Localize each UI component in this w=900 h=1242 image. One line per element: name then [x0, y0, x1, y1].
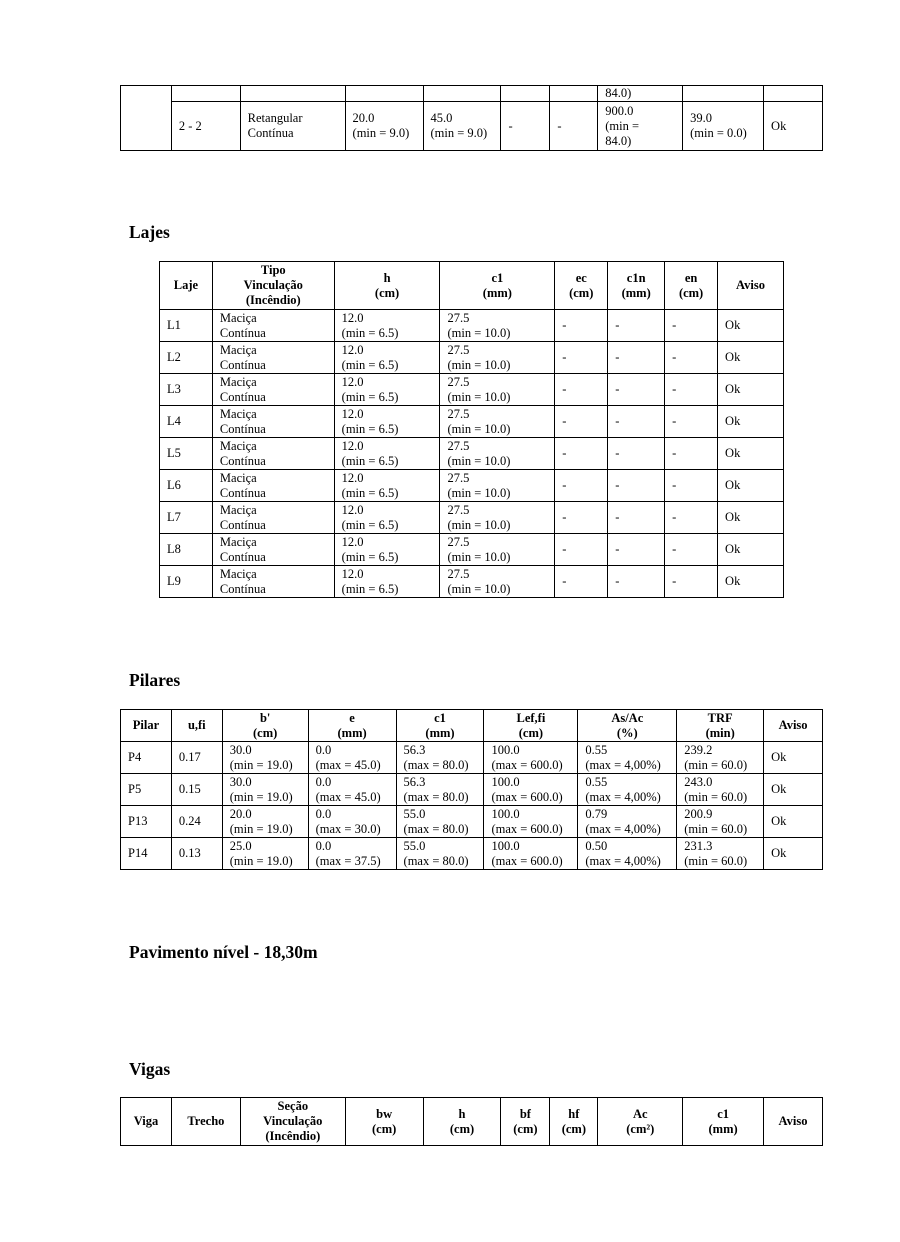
table-row — [121, 86, 823, 102]
tipo-cell: Maciça Contínua — [212, 566, 334, 598]
section-title-pilares: Pilares — [129, 670, 181, 690]
tipo-cell: Maciça Contínua — [212, 342, 334, 374]
pilar-cell: P5 — [121, 774, 172, 806]
en-cell: - — [665, 502, 718, 534]
section-title-pavimento: Pavimento nível - 18,30m — [129, 942, 318, 962]
column-header: Pilar — [121, 710, 172, 742]
pilares-header-row — [121, 710, 823, 742]
secao-cell: Retangular Contínua — [240, 102, 345, 151]
c1-cell: 27.5 (min = 10.0) — [440, 534, 555, 566]
table-row — [121, 742, 823, 774]
ufi-cell: 0.17 — [171, 742, 222, 774]
column-header: hf (cm) — [550, 1098, 598, 1146]
trecho-cell: 2 - 2 — [171, 102, 240, 151]
table-row — [160, 374, 784, 406]
column-header: Aviso — [764, 1098, 823, 1146]
aviso-cell: Ok — [718, 534, 784, 566]
c1-cell: 27.5 (min = 10.0) — [440, 502, 555, 534]
ufi-cell: 0.24 — [171, 806, 222, 838]
pilares-table — [120, 709, 823, 870]
c1n-cell: - — [608, 406, 665, 438]
h-cell: 45.0 (min = 9.0) — [423, 102, 501, 151]
bw-cell: 20.0 (min = 9.0) — [345, 102, 423, 151]
aviso-cell: Ok — [718, 310, 784, 342]
trf-cell: 200.9 (min = 60.0) — [677, 806, 764, 838]
aviso-cell: Ok — [764, 838, 823, 870]
en-cell: - — [665, 374, 718, 406]
c1n-cell: - — [608, 342, 665, 374]
c1-cell: 27.5 (min = 10.0) — [440, 342, 555, 374]
tipo-cell: Maciça Contínua — [212, 534, 334, 566]
aviso-cell: Ok — [718, 566, 784, 598]
laje-cell: L7 — [160, 502, 213, 534]
ufi-cell: 0.13 — [171, 838, 222, 870]
tipo-cell: Maciça Contínua — [212, 470, 334, 502]
column-header: h (cm) — [334, 262, 440, 310]
vigas-header-row — [121, 1098, 823, 1146]
table-row — [121, 838, 823, 870]
table-row — [160, 406, 784, 438]
aviso-cell: Ok — [764, 774, 823, 806]
column-header: h (cm) — [423, 1098, 501, 1146]
h-cell: 12.0 (min = 6.5) — [334, 342, 440, 374]
laje-cell: L9 — [160, 566, 213, 598]
ec-cell: - — [555, 438, 608, 470]
ec-cell: - — [555, 566, 608, 598]
as-cell: 0.55 (max = 4,00%) — [578, 774, 677, 806]
ac-cell: 84.0) — [598, 86, 683, 102]
h-cell: 12.0 (min = 6.5) — [334, 502, 440, 534]
c1n-cell: - — [608, 566, 665, 598]
column-header: Lef,fi (cm) — [484, 710, 578, 742]
column-header: TRF (min) — [677, 710, 764, 742]
table-row — [121, 806, 823, 838]
tipo-cell: Maciça Contínua — [212, 438, 334, 470]
lef-cell: 100.0 (max = 600.0) — [484, 742, 578, 774]
table-row — [160, 566, 784, 598]
column-header: c1 (mm) — [440, 262, 555, 310]
ec-cell: - — [555, 534, 608, 566]
h-cell: 12.0 (min = 6.5) — [334, 534, 440, 566]
aviso-cell: Ok — [718, 470, 784, 502]
laje-cell: L3 — [160, 374, 213, 406]
e-cell: 0.0 (max = 37.5) — [308, 838, 396, 870]
en-cell: - — [665, 342, 718, 374]
laje-cell: L6 — [160, 470, 213, 502]
viga-cell — [121, 86, 172, 151]
e-cell: 0.0 (max = 30.0) — [308, 806, 396, 838]
b-cell: 20.0 (min = 19.0) — [222, 806, 308, 838]
c1-cell: 27.5 (min = 10.0) — [440, 406, 555, 438]
column-header: Seção Vinculação (Incêndio) — [240, 1098, 345, 1146]
c1n-cell: - — [608, 534, 665, 566]
tipo-cell: Maciça Contínua — [212, 374, 334, 406]
tipo-cell: Maciça Contínua — [212, 406, 334, 438]
aviso-cell: Ok — [718, 438, 784, 470]
laje-cell: L2 — [160, 342, 213, 374]
pilar-cell: P13 — [121, 806, 172, 838]
table-row — [160, 534, 784, 566]
e-cell: 0.0 (max = 45.0) — [308, 742, 396, 774]
column-header: en (cm) — [665, 262, 718, 310]
e-cell: 0.0 (max = 45.0) — [308, 774, 396, 806]
column-header: Tipo Vinculação (Incêndio) — [212, 262, 334, 310]
pilar-cell: P4 — [121, 742, 172, 774]
c1n-cell: - — [608, 438, 665, 470]
c1n-cell: - — [608, 374, 665, 406]
column-header: Aviso — [764, 710, 823, 742]
vigas-continuation-table — [120, 85, 823, 151]
as-cell: 0.50 (max = 4,00%) — [578, 838, 677, 870]
ec-cell: - — [555, 310, 608, 342]
ec-cell: - — [555, 342, 608, 374]
lef-cell: 100.0 (max = 600.0) — [484, 774, 578, 806]
ufi-cell: 0.15 — [171, 774, 222, 806]
table-row — [160, 310, 784, 342]
column-header: u,fi — [171, 710, 222, 742]
b-cell: 30.0 (min = 19.0) — [222, 774, 308, 806]
as-cell: 0.79 (max = 4,00%) — [578, 806, 677, 838]
lef-cell: 100.0 (max = 600.0) — [484, 838, 578, 870]
pilar-cell: P14 — [121, 838, 172, 870]
trf-cell: 243.0 (min = 60.0) — [677, 774, 764, 806]
column-header: Viga — [121, 1098, 172, 1146]
table-row — [160, 470, 784, 502]
b-cell: 25.0 (min = 19.0) — [222, 838, 308, 870]
en-cell: - — [665, 438, 718, 470]
c1-cell: 55.0 (max = 80.0) — [396, 806, 484, 838]
aviso-cell: Ok — [764, 742, 823, 774]
trf-cell: 239.2 (min = 60.0) — [677, 742, 764, 774]
h-cell: 12.0 (min = 6.5) — [334, 438, 440, 470]
column-header: As/Ac (%) — [578, 710, 677, 742]
ec-cell: - — [555, 470, 608, 502]
section-title-lajes: Lajes — [129, 222, 170, 242]
tipo-cell: Maciça Contínua — [212, 310, 334, 342]
en-cell: - — [665, 470, 718, 502]
en-cell: - — [665, 310, 718, 342]
c1-cell: 27.5 (min = 10.0) — [440, 566, 555, 598]
h-cell: 12.0 (min = 6.5) — [334, 566, 440, 598]
aviso-cell: Ok — [718, 342, 784, 374]
laje-cell: L1 — [160, 310, 213, 342]
vigas-table — [120, 1097, 823, 1146]
table-row — [121, 774, 823, 806]
c1n-cell: - — [608, 502, 665, 534]
table-row — [121, 102, 823, 151]
c1-cell: 27.5 (min = 10.0) — [440, 470, 555, 502]
en-cell: - — [665, 566, 718, 598]
en-cell: - — [665, 406, 718, 438]
ec-cell: - — [555, 406, 608, 438]
table-row — [160, 502, 784, 534]
column-header: Aviso — [718, 262, 784, 310]
column-header: Laje — [160, 262, 213, 310]
section-title-vigas: Vigas — [129, 1059, 171, 1079]
aviso-cell: Ok — [718, 406, 784, 438]
column-header: ec (cm) — [555, 262, 608, 310]
lajes-table — [159, 261, 784, 598]
c1-cell: 56.3 (max = 80.0) — [396, 742, 484, 774]
h-cell: 12.0 (min = 6.5) — [334, 406, 440, 438]
column-header: bf (cm) — [501, 1098, 550, 1146]
c1-cell: 27.5 (min = 10.0) — [440, 438, 555, 470]
c1n-cell: - — [608, 310, 665, 342]
bf-cell: - — [501, 102, 550, 151]
c1-cell: 27.5 (min = 10.0) — [440, 310, 555, 342]
column-header: c1 (mm) — [683, 1098, 764, 1146]
column-header: Trecho — [171, 1098, 240, 1146]
en-cell: - — [665, 534, 718, 566]
aviso-cell: Ok — [718, 502, 784, 534]
c1-cell: 27.5 (min = 10.0) — [440, 374, 555, 406]
aviso-cell: Ok — [764, 806, 823, 838]
ac-cell: 900.0 (min = 84.0) — [598, 102, 683, 151]
h-cell: 12.0 (min = 6.5) — [334, 470, 440, 502]
lef-cell: 100.0 (max = 600.0) — [484, 806, 578, 838]
column-header: Ac (cm²) — [598, 1098, 683, 1146]
column-header: b' (cm) — [222, 710, 308, 742]
c1-cell: 56.3 (max = 80.0) — [396, 774, 484, 806]
aviso-cell: Ok — [764, 102, 823, 151]
table-row — [160, 438, 784, 470]
h-cell: 12.0 (min = 6.5) — [334, 310, 440, 342]
laje-cell: L8 — [160, 534, 213, 566]
laje-cell: L4 — [160, 406, 213, 438]
tipo-cell: Maciça Contínua — [212, 502, 334, 534]
ec-cell: - — [555, 502, 608, 534]
ec-cell: - — [555, 374, 608, 406]
h-cell: 12.0 (min = 6.5) — [334, 374, 440, 406]
laje-cell: L5 — [160, 438, 213, 470]
as-cell: 0.55 (max = 4,00%) — [578, 742, 677, 774]
trf-cell: 231.3 (min = 60.0) — [677, 838, 764, 870]
column-header: c1n (mm) — [608, 262, 665, 310]
hf-cell: - — [550, 102, 598, 151]
table-row — [160, 342, 784, 374]
b-cell: 30.0 (min = 19.0) — [222, 742, 308, 774]
c1-cell: 39.0 (min = 0.0) — [683, 102, 764, 151]
lajes-header-row — [160, 262, 784, 310]
c1n-cell: - — [608, 470, 665, 502]
column-header: e (mm) — [308, 710, 396, 742]
c1-cell: 55.0 (max = 80.0) — [396, 838, 484, 870]
column-header: bw (cm) — [345, 1098, 423, 1146]
aviso-cell: Ok — [718, 374, 784, 406]
column-header: c1 (mm) — [396, 710, 484, 742]
